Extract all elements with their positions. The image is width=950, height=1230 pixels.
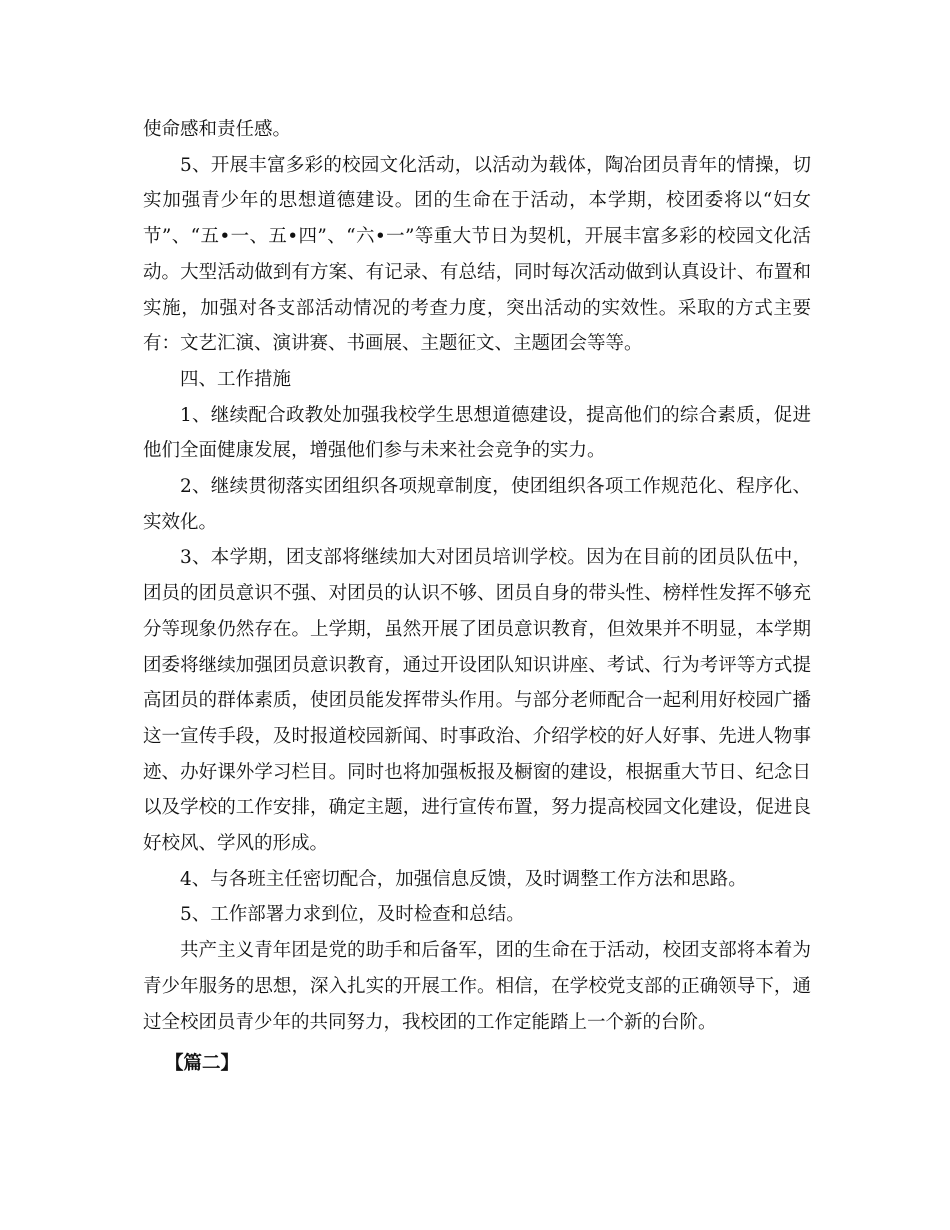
paragraph-measure-1: 1、继续配合政教处加强我校学生思想道德建设，提高他们的综合素质，促进他们全面健康发展，增强他们参与未来社会竞争的实力。 (143, 404, 811, 462)
document-body (143, 112, 811, 1082)
paragraph-continuation: 使命感和责任感。 (143, 119, 292, 140)
section-heading-part-two: 【篇二】 (165, 1053, 240, 1075)
paragraph-measure-5: 5、工作部署力求到位，及时检查和总结。 (180, 904, 525, 926)
paragraph-measure-4: 4、与各班主任密切配合，加强信息反馈，及时调整工作方法和思路。 (180, 868, 747, 890)
paragraph-measure-3: 3、本学期，团支部将继续加大对团员培训学校。因为在目前的团员队伍中，团员的团员意识不强、对团员的认识不够、团员自身的带头性、榜样性发挥不够充分等现象仍然存在。上学期，虽然开展了团员意识教育，但效果并不明显，本学期团委将继续加强团员意识教育，通过开设团队知识讲座、考试、行为考评等方式提高团员的群体素质，使团员能发挥带头作用。与部分老师配合一起利用好校园广播这一宣传手段，及时报道校园新闻、时事政治、介绍学校的好人好事、先进人物事迹、办好课外学习栏目。同时也将加强板报及橱窗的建设，根据重大节日、纪念日以及学校的工作安排，确定主题，进行宣传布置，努力提高校园文化建设，促进良好校风、学风的形成。 (143, 547, 811, 855)
section-heading-measures: 四、工作措施 (180, 368, 292, 390)
paragraph-campus-culture: 5、开展丰富多彩的校园文化活动，以活动为载体，陶冶团员青年的情操，切实加强青少年的思想道德建设。团的生命在于活动，本学期，校团委将以“妇女节”、“五•一、五•四”、“六•一”等重大节日为契机，开展丰富多彩的校园文化活动。大型活动做到有方案、有记录、有总结，同时每次活动做到认真设计、布置和实施，加强对各支部活动情况的考查力度，突出活动的实效性。采取的方式主要有：文艺汇演、演讲赛、书画展、主题征文、主题团会等等。 (143, 154, 811, 355)
paragraph-measure-2: 2、继续贯彻落实团组织各项规章制度，使团组织各项工作规范化、程序化、实效化。 (143, 476, 811, 533)
paragraph-conclusion: 共产主义青年团是党的助手和后备军，团的生命在于活动，校团支部将本着为青少年服务的思想，深入扎实的开展工作。相信，在学校党支部的正确领导下，通过全校团员青少年的共同努力，我校团的工作定能踏上一个新的台阶。 (143, 940, 811, 1033)
